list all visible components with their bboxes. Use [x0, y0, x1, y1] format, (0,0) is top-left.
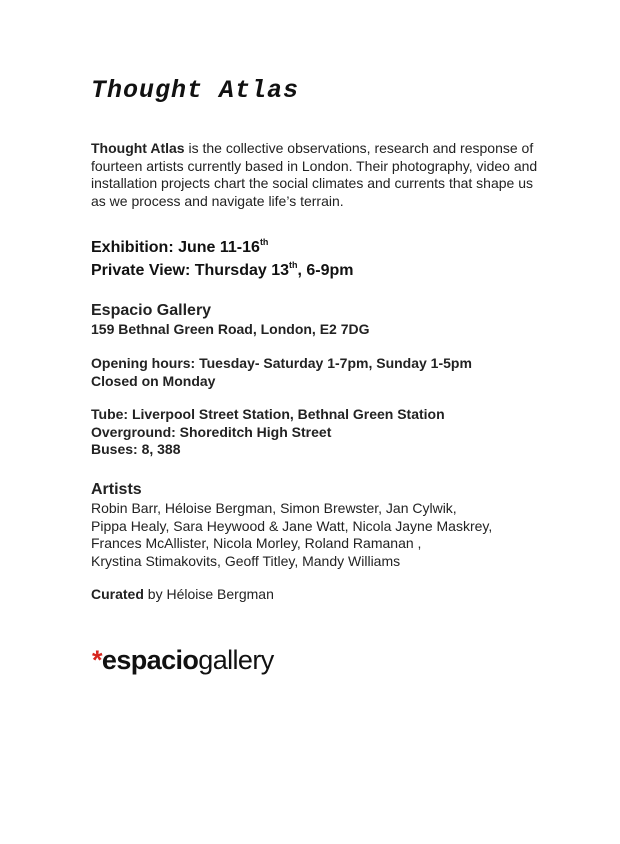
private-view [91, 259, 354, 282]
exhibition-sup: th [259, 237, 269, 247]
private-view-label: Private View: Thursday 13 [91, 262, 290, 279]
artists-line: Robin Barr, Héloise Bergman, Simon Brewster, Jan Cylwik, [91, 500, 457, 516]
intro-lead: Thought Atlas [91, 140, 185, 156]
dates-block [91, 236, 354, 282]
page-title: Thought Atlas [91, 76, 300, 105]
curated-label: Curated [91, 586, 144, 602]
artists-line: Pippa Healy, Sara Heywood & Jane Watt, Nicola Jayne Maskrey, [91, 517, 493, 534]
logo-bold-text: espacio [101, 645, 199, 675]
artists-heading: Artists [91, 481, 142, 498]
artists-list [91, 500, 561, 570]
private-view-time: , 6-9pm [297, 262, 354, 279]
venue-name: Espacio Gallery [91, 302, 212, 319]
transport-block [91, 406, 445, 459]
curated-credit [91, 586, 274, 604]
espacio-gallery-logo [92, 644, 274, 676]
curator-name: by Héloise Bergman [143, 586, 274, 602]
buses-line: Buses: 8, 388 [91, 441, 181, 457]
intro-text: is the collective observations, research and response of fourteen artists currently based in London. Their photography, video and installation projects chart the social climates and currents that shape us as we process and navigate life’s terrain. [91, 140, 538, 209]
artists-block [91, 480, 561, 570]
exhibition-label: Exhibition: June 11-16 [91, 239, 260, 256]
tube-line: Tube: Liverpool Street Station, Bethnal Green Station [91, 406, 445, 422]
artists-line: Krystina Stimakovits, Geoff Titley, Mandy Williams [91, 552, 401, 569]
private-view-sup: th [289, 260, 298, 270]
artists-line: Frances McAllister, Nicola Morley, Roland Ramanan , [91, 535, 422, 551]
opening-hours [91, 355, 472, 390]
intro-paragraph [91, 140, 541, 210]
exhibition-dates [91, 236, 354, 259]
hours-line-2: Closed on Monday [91, 372, 216, 389]
logo-light-text: gallery [198, 645, 274, 675]
venue-address: 159 Bethnal Green Road, London, E2 7DG [91, 321, 370, 337]
venue-block [91, 301, 370, 339]
logo-star-icon: * [92, 645, 102, 675]
hours-line-1: Opening hours: Tuesday- Saturday 1-7pm, Sunday 1-5pm [91, 355, 472, 371]
overground-line: Overground: Shoreditch High Street [91, 423, 332, 440]
